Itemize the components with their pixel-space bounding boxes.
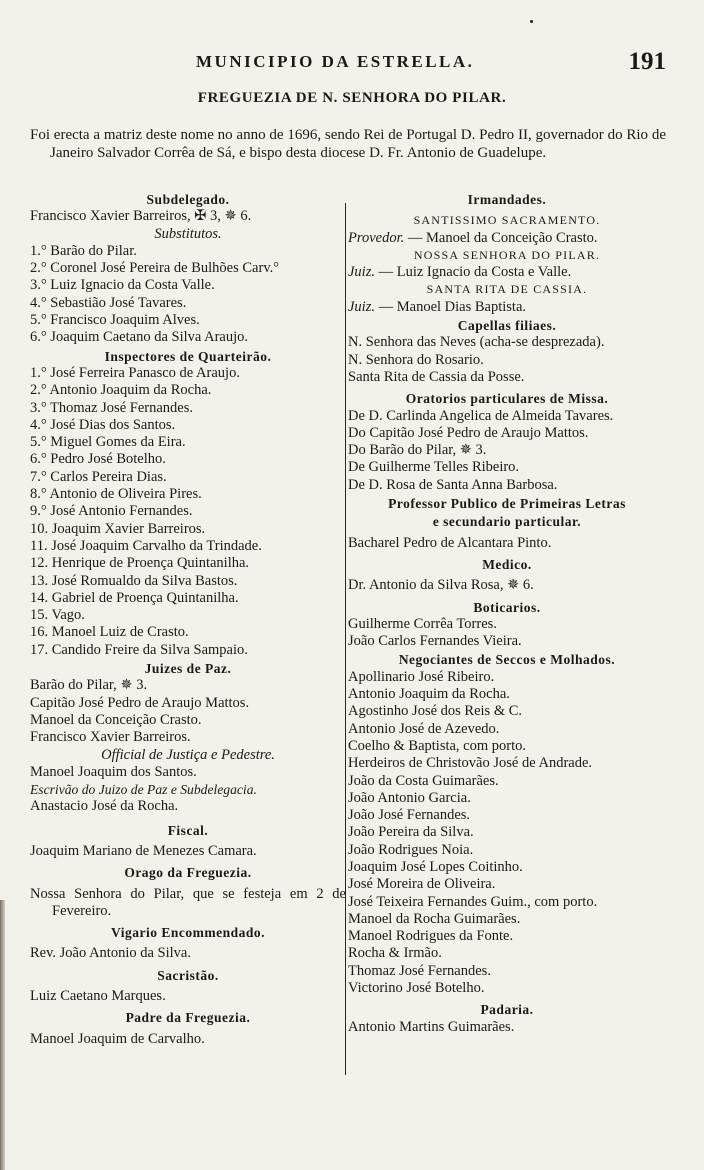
subsection-heading: NOSSA SENHORA DO PILAR. (413, 247, 601, 262)
intro-paragraph: Foi erecta a matriz deste nome no anno de 1696, sendo Rei de Portugal D. Pedro II, governador do Rio de Janeiro Salvador Corrêa de Sá, e bispo desta diocese D. Fr. Antonio de Guadelupe. (30, 127, 666, 161)
list-item: 6.° Pedro José Botelho. (30, 451, 166, 468)
section-heading: Official de Justiça e Pedestre. (101, 746, 275, 763)
list-item: Manoel Rodrigues da Fonte. (348, 928, 514, 945)
section-heading: Escrivão do Juizo de Paz e Subdelegacia. (30, 782, 257, 798)
list-item (348, 264, 666, 281)
list-item: Manoel Joaquim dos Santos. (30, 763, 197, 780)
section-heading: Negociantes de Seccos e Molhados. (398, 652, 616, 668)
list-item: 12. Henrique de Proença Quintanilha. (30, 555, 250, 572)
role-holder: — Manoel da Conceição Crasto. (404, 229, 598, 246)
list-item: 17. Candido Freire da Silva Sampaio. (30, 641, 248, 658)
role-holder: — Luiz Ignacio da Costa e Valle. (374, 264, 572, 281)
page-number: 191 (628, 48, 666, 75)
list-item: 3.° Luiz Ignacio da Costa Valle. (30, 277, 215, 294)
list-item: Dr. Antonio da Silva Rosa, ✵ 6. (348, 577, 534, 594)
list-item: Coelho & Baptista, com porto. (348, 737, 527, 754)
substitutos-list (30, 243, 346, 347)
inspectores-list (30, 365, 346, 659)
list-item: N. Senhora do Rosario. (348, 351, 484, 368)
list-item: João da Costa Guimarães. (348, 772, 499, 789)
list-item: Herdeiros de Christovão José de Andrade. (348, 755, 593, 772)
list-item: João Carlos Fernandes Vieira. (348, 633, 522, 650)
list-item: Francisco Xavier Barreiros. (30, 729, 191, 746)
list-item: 4.° Sebastião José Tavares. (30, 294, 187, 311)
list-item: José Teixeira Fernandes Guim., com porto. (348, 893, 598, 910)
list-item: De D. Carlinda Angelica de Almeida Tavares. (348, 407, 614, 424)
list-item: Manoel da Rocha Guimarães. (348, 910, 521, 927)
subsection-heading: SANTISSIMO SACRAMENTO. (413, 213, 601, 228)
list-item: 7.° Carlos Pereira Dias. (30, 468, 167, 485)
list-item: João Rodrigues Noia. (348, 841, 474, 858)
list-item: Rev. João Antonio da Silva. (30, 945, 191, 962)
subsection-heading: SANTA RITA DE CASSIA. (426, 282, 588, 297)
list-item: Guilherme Corrêa Torres. (348, 615, 497, 632)
section-heading: Capellas filiaes. (457, 318, 557, 334)
list-item: 2.° Antonio Joaquim da Rocha. (30, 382, 212, 399)
list-item: 2.° Coronel José Pereira de Bulhões Carv.° (30, 260, 280, 277)
list-item: 5.° Miguel Gomes da Eira. (30, 434, 186, 451)
list-item: Manoel Joaquim de Carvalho. (30, 1030, 205, 1047)
list-item: 16. Manoel Luiz de Crasto. (30, 624, 189, 641)
list-item: Capitão José Pedro de Araujo Mattos. (30, 694, 250, 711)
section-heading: Boticarios. (473, 599, 541, 615)
boticarios-list (348, 616, 666, 651)
right-column (348, 190, 666, 1036)
oratorios-list (348, 408, 666, 494)
section-heading: Oratorios particulares de Missa. (405, 391, 609, 407)
capellas-list (348, 334, 666, 386)
list-item: Do Barão do Pilar, ✵ 3. (348, 442, 487, 459)
role-label: Juiz. (348, 264, 375, 281)
list-item: De Guilherme Telles Ribeiro. (348, 459, 520, 476)
section-heading: Irmandades. (467, 192, 547, 207)
section-heading: Orago da Freguezia. (124, 865, 252, 881)
list-item: José Moreira de Oliveira. (348, 876, 496, 893)
parish-title: FREGUEZIA DE N. SENHORA DO PILAR. (197, 90, 507, 106)
list-item: Do Capitão José Pedro de Araujo Mattos. (348, 424, 589, 441)
list-item: 6.° Joaquim Caetano da Silva Araujo. (30, 329, 249, 346)
left-column (30, 190, 346, 1048)
list-item: Joaquim Mariano de Menezes Camara. (30, 842, 257, 859)
role-holder: — Manoel Dias Baptista. (374, 298, 527, 315)
ink-speck (530, 20, 533, 23)
section-heading: Padaria. (480, 1002, 534, 1018)
list-item: Antonio Joaquim da Rocha. (348, 686, 510, 703)
list-item: João José Fernandes. (348, 807, 471, 824)
list-item: Manoel da Conceição Crasto. (30, 711, 202, 728)
list-item: 1.° Barão do Pilar. (30, 242, 137, 259)
list-item: 4.° José Dias dos Santos. (30, 416, 176, 433)
list-item: 14. Gabriel de Proença Quintanilha. (30, 589, 239, 606)
list-item: 3.° Thomaz José Fernandes. (30, 399, 193, 416)
page-header (0, 48, 704, 78)
list-item: N. Senhora das Neves (acha-se desprezada). (348, 334, 605, 351)
list-item: 1.° José Ferreira Panasco de Araujo. (30, 364, 240, 381)
negociantes-list (348, 669, 666, 998)
list-item: Antonio José de Azevedo. (348, 720, 500, 737)
list-item: Bacharel Pedro de Alcantara Pinto. (348, 534, 552, 551)
list-item (348, 230, 666, 247)
list-item: Apollinario José Ribeiro. (348, 668, 495, 685)
role-label: Juiz. (348, 298, 375, 315)
section-heading: Subdelegado. (146, 192, 230, 207)
juizes-list (30, 677, 346, 746)
section-heading: Professor Publico de Primeiras Letras (388, 496, 626, 512)
list-item: Agostinho José dos Reis & C. (348, 703, 523, 720)
list-item: Santa Rita de Cassia da Posse. (348, 368, 525, 385)
list-item: Luiz Caetano Marques. (30, 988, 166, 1005)
list-item: Rocha & Irmão. (348, 945, 442, 962)
section-heading: Juizes de Paz. (144, 661, 232, 677)
list-item: João Pereira da Silva. (348, 824, 474, 841)
list-item: Antonio Martins Guimarães. (348, 1018, 515, 1035)
section-heading: Padre da Freguezia. (125, 1010, 251, 1026)
page-edge-shadow (0, 900, 5, 1170)
list-item: 9.° José Antonio Fernandes. (30, 503, 193, 520)
section-heading: Inspectores de Quarteirão. (104, 348, 272, 364)
section-heading: Sacristão. (157, 967, 219, 983)
section-heading: Substitutos. (154, 225, 222, 242)
section-heading: e secundario particular. (432, 514, 582, 530)
list-item: Francisco Xavier Barreiros, ✠ 3, ✵ 6. (30, 208, 252, 225)
running-title: MUNICIPIO DA ESTRELLA. (196, 52, 475, 71)
list-item: 10. Joaquim Xavier Barreiros. (30, 520, 206, 537)
list-item: De D. Rosa de Santa Anna Barbosa. (348, 476, 558, 493)
section-heading: Fiscal. (167, 822, 209, 838)
list-item: 13. José Romualdo da Silva Bastos. (30, 572, 238, 589)
list-item: Joaquim José Lopes Coitinho. (348, 858, 523, 875)
list-item (348, 299, 666, 316)
section-heading: Medico. (482, 556, 532, 572)
list-item: Barão do Pilar, ✵ 3. (30, 677, 148, 694)
list-item: Victorino José Botelho. (348, 980, 485, 997)
list-item: 8.° Antonio de Oliveira Pires. (30, 486, 202, 503)
list-item: 5.° Francisco Joaquim Alves. (30, 312, 200, 329)
section-heading: Vigario Encommendado. (110, 925, 265, 941)
list-item: Thomaz José Fernandes. (348, 962, 491, 979)
list-item: Anastacio José da Rocha. (30, 798, 179, 815)
list-item: Nossa Senhora do Pilar, que se festeja em 2 de Fevereiro. (30, 885, 346, 919)
list-item: 11. José Joaquim Carvalho da Trindade. (30, 537, 262, 554)
role-label: Provedor. (348, 229, 405, 246)
list-item: João Antonio Garcia. (348, 789, 471, 806)
list-item: 15. Vago. (30, 607, 85, 624)
